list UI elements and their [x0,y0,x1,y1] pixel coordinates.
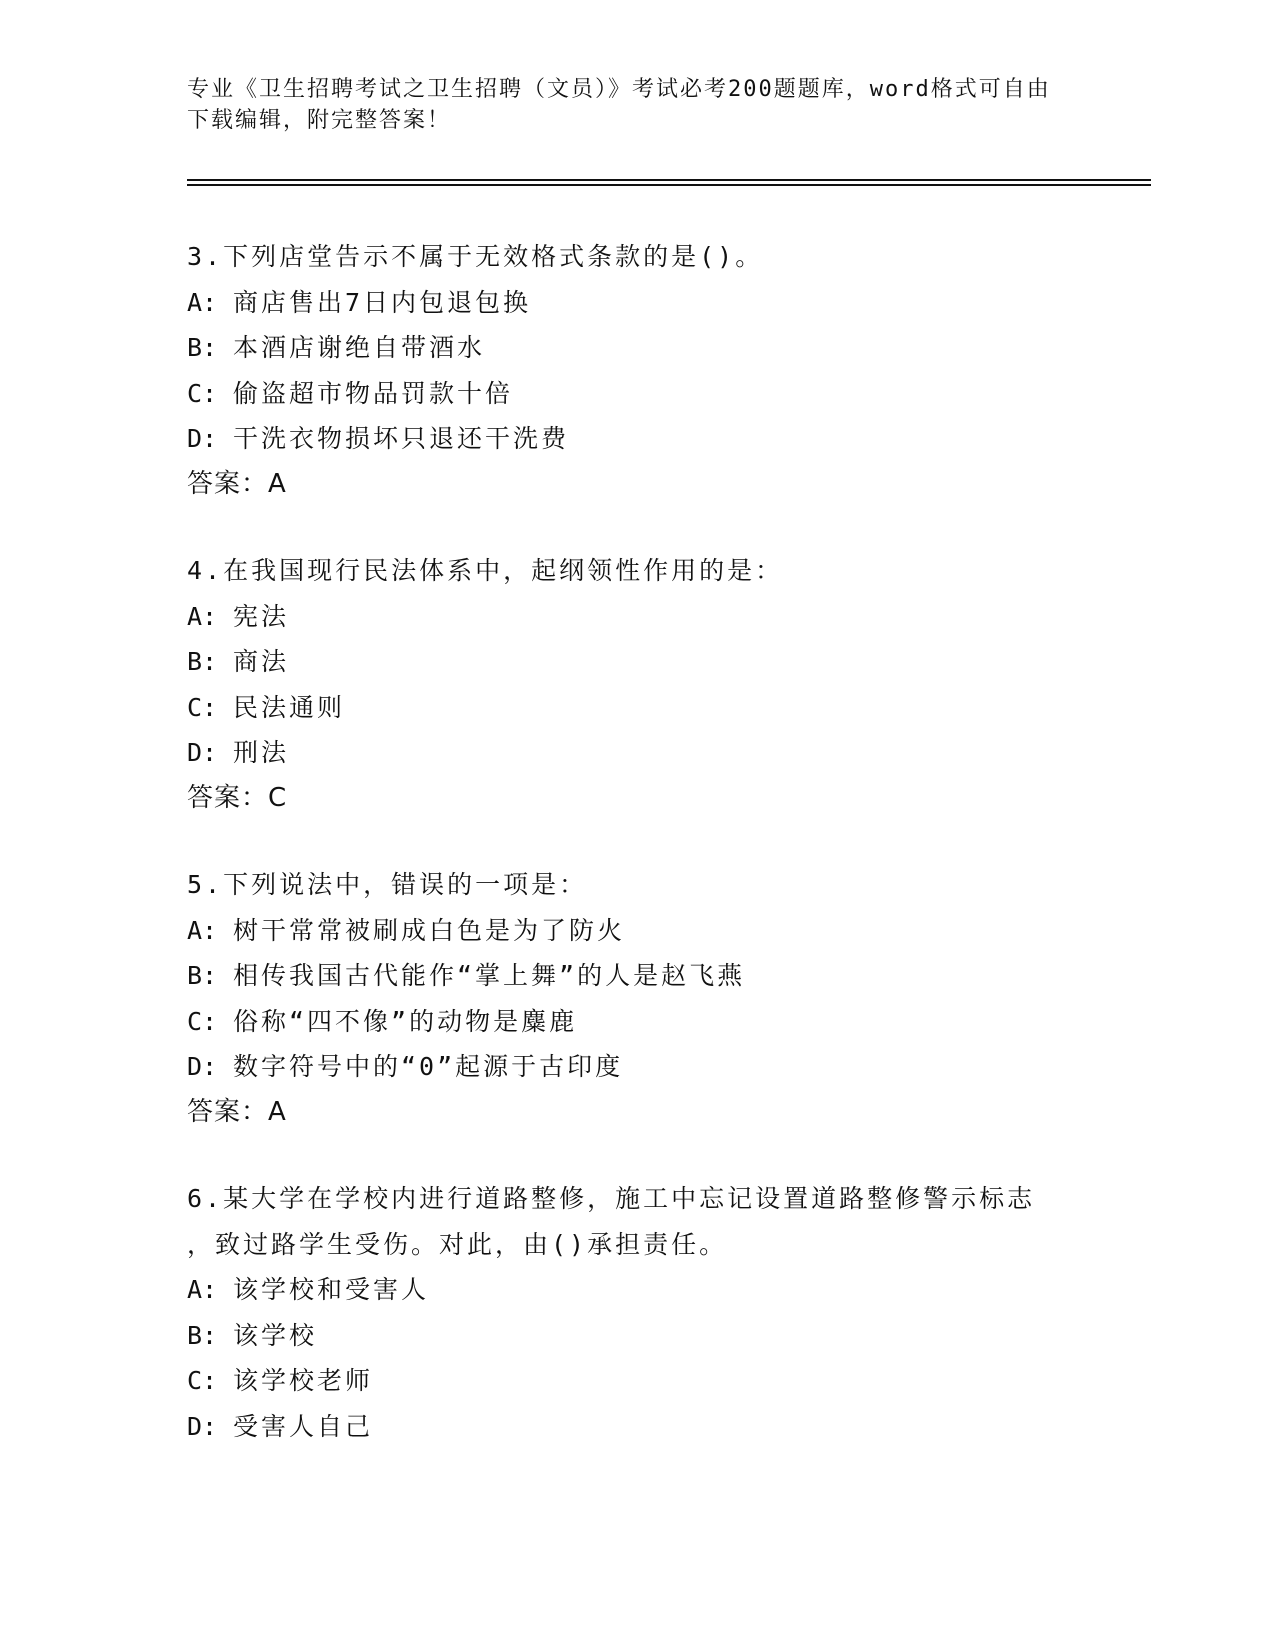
option-b [187,1313,1087,1359]
option-letter: A: [187,601,218,631]
question-stem: 3.下列店堂告示不属于无效格式条款的是()。 [187,242,764,271]
question-stem: 5.下列说法中，错误的一项是： [187,870,588,899]
question-stem: 4.在我国现行民法体系中，起纲领性作用的是： [187,556,784,585]
option-text: 本酒店谢绝自带酒水 [233,333,486,362]
divider-line-bottom [187,184,1151,186]
question-stem-line-2: ，致过路学生受伤。对此，由()承担责任。 [187,1229,728,1259]
option-letter: C: [187,1006,218,1036]
option-letter: C: [187,692,218,722]
option-letter: D: [187,1411,218,1441]
option-text: 该学校 [233,1320,318,1350]
option-letter: C: [187,378,218,408]
option-text: 该学校老师 [233,1366,374,1395]
option-letter: B: [187,647,218,676]
option-d [187,1044,1087,1090]
document-intro: 专业《卫生招聘考试之卫生招聘（文员）》考试必考200题题库，word格式可自由下载编辑，附完整答案！ [187,77,1051,133]
question-6 [187,1176,1087,1449]
option-text: 该学校和受害人 [233,1275,430,1304]
option-text: 刑法 [233,738,290,767]
option-c [187,999,1087,1045]
answer-line: 答案：C [187,782,288,813]
option-letter: A: [187,915,218,945]
option-text: 数字符号中的“0”起源于古印度 [233,1052,624,1081]
divider-line-top [187,179,1151,181]
option-a [187,908,1087,954]
answer-line: 答案：A [187,1096,287,1127]
option-a [187,594,1087,640]
option-letter: D: [187,1052,218,1081]
option-text: 商法 [233,647,290,676]
question-3 [187,234,1087,507]
option-letter: D: [187,424,218,453]
option-text: 干洗衣物损坏只退还干洗费 [233,424,570,453]
option-text: 民法通则 [233,692,346,722]
option-d [187,730,1087,776]
option-text: 俗称“四不像”的动物是麋鹿 [233,1006,578,1036]
option-letter: B: [187,961,218,990]
option-d [187,1404,1087,1450]
option-letter: D: [187,738,218,767]
option-text: 树干常常被刷成白色是为了防火 [233,915,626,945]
question-4 [187,548,1087,821]
option-b [187,639,1087,685]
option-b [187,325,1087,371]
option-letter: B: [187,333,218,362]
answer-line: 答案：A [187,468,287,499]
option-text: 偷盗超市物品罚款十倍 [233,378,514,408]
question-list [187,234,1087,1490]
option-text: 受害人自己 [233,1411,374,1441]
option-letter: C: [187,1366,218,1395]
option-d [187,416,1087,462]
option-a [187,1267,1087,1313]
question-stem-line-1: 6.某大学在学校内进行道路整修，施工中忘记设置道路整修警示标志 [187,1184,1036,1213]
option-c [187,685,1087,731]
option-c [187,1358,1087,1404]
option-letter: A: [187,1275,218,1304]
option-b [187,953,1087,999]
option-letter: A: [187,287,218,317]
option-c [187,371,1087,417]
option-text: 商店售出7日内包退包换 [233,287,532,317]
question-5 [187,862,1087,1135]
option-text: 宪法 [233,601,290,631]
option-letter: B: [187,1320,218,1350]
option-a [187,280,1087,326]
option-text: 相传我国古代能作“掌上舞”的人是赵飞燕 [233,961,746,990]
